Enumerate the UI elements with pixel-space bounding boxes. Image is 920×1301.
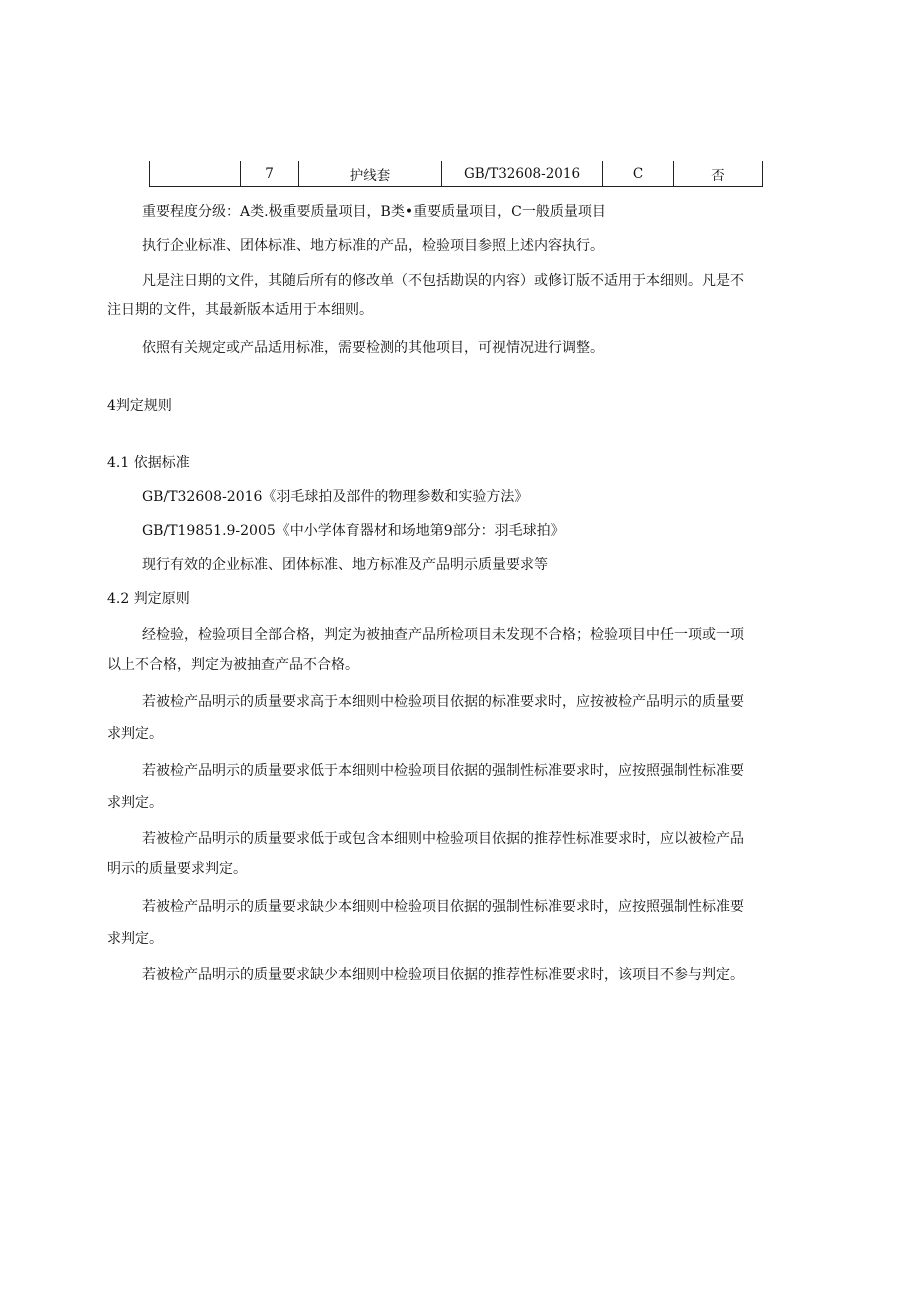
table-cell-flag: 否 bbox=[711, 167, 725, 184]
principle-paragraph-line1: 若被检产品明示的质量要求低于本细则中检验项目依据的强制性标准要求时，应按照强制性标准要 bbox=[142, 763, 744, 779]
table-cell-importance: C bbox=[603, 161, 674, 186]
principle-paragraph-line1: 若被检产品明示的质量要求缺少本细则中检验项目依据的推荐性标准要求时，该项目不参与判定。 bbox=[142, 967, 744, 983]
principle-paragraph-line2: 求判定。 bbox=[107, 795, 163, 811]
standard-item: GB/T19851.9-2005《中小学体育器材和场地第9部分：羽毛球拍》 bbox=[142, 523, 565, 539]
table-cell-standard: GB/T32608-2016 bbox=[442, 161, 603, 186]
table-cell-item: 护线套 bbox=[299, 161, 442, 186]
principle-paragraph-line2: 明示的质量要求判定。 bbox=[107, 861, 247, 877]
principle-paragraph-line1: 若被检产品明示的质量要求缺少本细则中检验项目依据的强制性标准要求时，应按照强制性标准要 bbox=[142, 899, 744, 915]
section-heading-4-1: 4.1 依据标准 bbox=[107, 455, 190, 471]
principle-paragraph-line1: 经检验，检验项目全部合格，判定为被抽查产品所检项目未发现不合格；检验项目中任一项或一项 bbox=[142, 627, 744, 643]
table-row bbox=[149, 161, 763, 187]
note-other: 依照有关规定或产品适用标准，需要检测的其他项目，可视情况进行调整。 bbox=[142, 340, 604, 356]
note-dated-line2: 注日期的文件，其最新版本适用于本细则。 bbox=[107, 302, 373, 318]
principle-paragraph-line2: 求判定。 bbox=[107, 931, 163, 947]
section-heading-4: 4判定规则 bbox=[107, 398, 172, 414]
principle-paragraph-line1: 若被检产品明示的质量要求低于或包含本细则中检验项目依据的推荐性标准要求时，应以被检产品 bbox=[142, 831, 744, 847]
standard-item: GB/T32608-2016《羽毛球拍及部件的物理参数和实验方法》 bbox=[142, 489, 529, 505]
note-importance: 重要程度分级：A类.极重要质量项目，B类•重要质量项目，C一般质量项目 bbox=[142, 204, 606, 220]
note-standards: 执行企业标准、团体标准、地方标准的产品，检验项目参照上述内容执行。 bbox=[142, 238, 604, 254]
standard-item: 现行有效的企业标准、团体标准、地方标准及产品明示质量要求等 bbox=[142, 557, 548, 573]
table-cell-category bbox=[150, 161, 241, 186]
section-heading-4-2: 4.2 判定原则 bbox=[107, 591, 190, 607]
table-cell-index: 7 bbox=[241, 161, 299, 186]
principle-paragraph-line2: 求判定。 bbox=[107, 726, 163, 742]
principle-paragraph-line1: 若被检产品明示的质量要求高于本细则中检验项目依据的标准要求时，应按被检产品明示的质量要 bbox=[142, 694, 744, 710]
note-dated-line1: 凡是注日期的文件，其随后所有的修改单（不包括勘误的内容）或修订版不适用于本细则。凡是不 bbox=[142, 273, 744, 289]
principle-paragraph-line2: 以上不合格，判定为被抽查产品不合格。 bbox=[107, 657, 359, 673]
